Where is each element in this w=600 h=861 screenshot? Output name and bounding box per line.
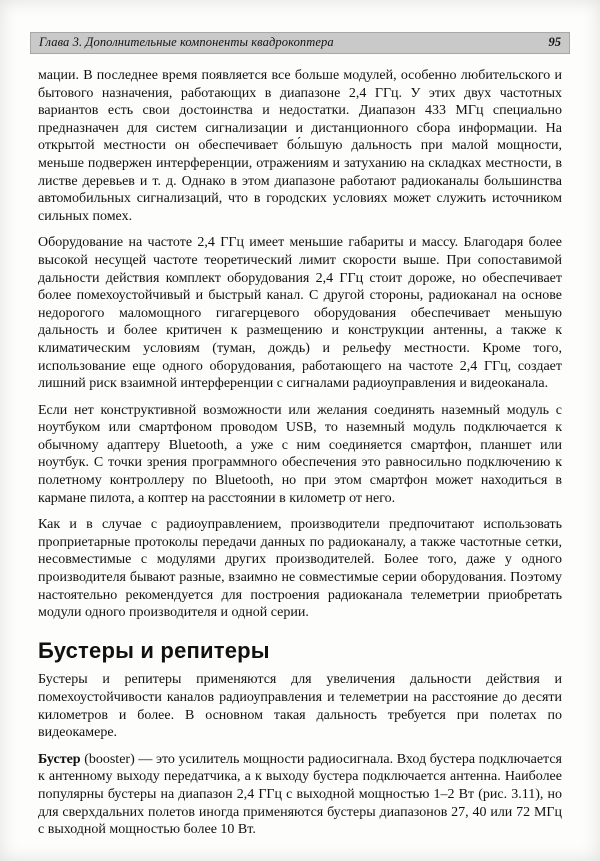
paragraph: Как и в случае с радиоуправлением, производители предпочитают использовать проприетарные протоколы передачи данных по радиоканалу, а также частотные сетки, несовместимые с модулями других производителей. Более того, даже у одного производителя бывают разные, взаимно не совместимые серии оборудования. Поэтому настоятельно рекомендуется для построения радиоканала телеметрии приобретать модули одного производителя и одной серии. xyxy=(38,517,562,621)
page-number: 95 xyxy=(548,35,561,49)
chapter-title: Глава 3. Дополнительные компоненты квадрокоптера xyxy=(39,35,334,49)
body-text xyxy=(38,67,562,839)
section-heading: Бустеры и репитеры xyxy=(38,637,270,663)
paragraph: Если нет конструктивной возможности или желания соединять наземный модуль с ноутбуком или смартфоном проводом USB, то наземный модуль подключается к обычному адаптеру Bluetooth, а уже с ним соединяется смартфон, планшет или ноутбук. С точки зрения программного обеспечения это равносильно подключению к полетному контроллеру по Bluetooth, но при этом смартфон может находиться в кармане пилота, а коптер на расстоянии в километр от него. xyxy=(38,402,562,506)
running-header xyxy=(30,32,570,54)
bold-lead: Бустер xyxy=(38,751,81,767)
paragraph xyxy=(38,751,562,839)
paragraph: Оборудование на частоте 2,4 ГГц имеет меньшие габариты и массу. Благодаря более высокой несущей частоте теоретический лимит скорости выше. При сопоставимой дальности действия комплект оборудования 2,4 ГГц стоит дороже, но обеспечивает более помехоустойчивый и быстрый канал. С другой стороны, радиоканал на основе недорогого маломощного гигагерцевого оборудования обеспечивает меньшую дальность и более критичен к размещению и конструкции антенны, а также к климатическим условиям (туман, дождь) и рельефу местности. Кроме того, использование еще одного оборудования, работающего на частоте 2,4 ГГц, создает лишний риск взаимной интерференции с сигналами радиоуправления и видеоканала. xyxy=(38,235,562,392)
paragraph: Бустеры и репитеры применяются для увеличения дальности действия и помехоустойчивости каналов радиоуправления и телеметрии на расстояние до десяти километров и более. В основном такая дальность требуется при полетах по видеокамере. xyxy=(38,672,562,741)
paragraph: мации. В последнее время появляется все больше модулей, особенно любительского и бытового назначения, работающих в диапазоне 2,4 ГГц. У этих двух частотных вариантов есть свои достоинства и недостатки. Диапазон 433 МГц специально предназначен для систем сигнализации и дистанционного сбора информации. На открытой местности он обеспечивает бо́льшую дальность при малой мощности, меньше подвержен интерференции, отражениям и затуханию на складках местности, в листве деревьев и т. д. Однако в этом диапазоне работают радиоканалы большинства автомобильных сигнализаций, что в городских условиях может служить источником сильных помех. xyxy=(38,68,562,224)
paragraph-text: (booster) — это усилитель мощности радиосигнала. Вход бустера подключается к антенному выходу передатчика, а к выходу бустера подключается антенна. Наиболее популярны бустеры на диапазон 2,4 ГГц с выходной мощностью 1–2 Вт (рис. 3.11), но для сверхдальних полетов иногда применяются бустеры диапазонов 27, 40 или 72 МГц с выходной мощностью более 10 Вт. xyxy=(38,751,562,838)
